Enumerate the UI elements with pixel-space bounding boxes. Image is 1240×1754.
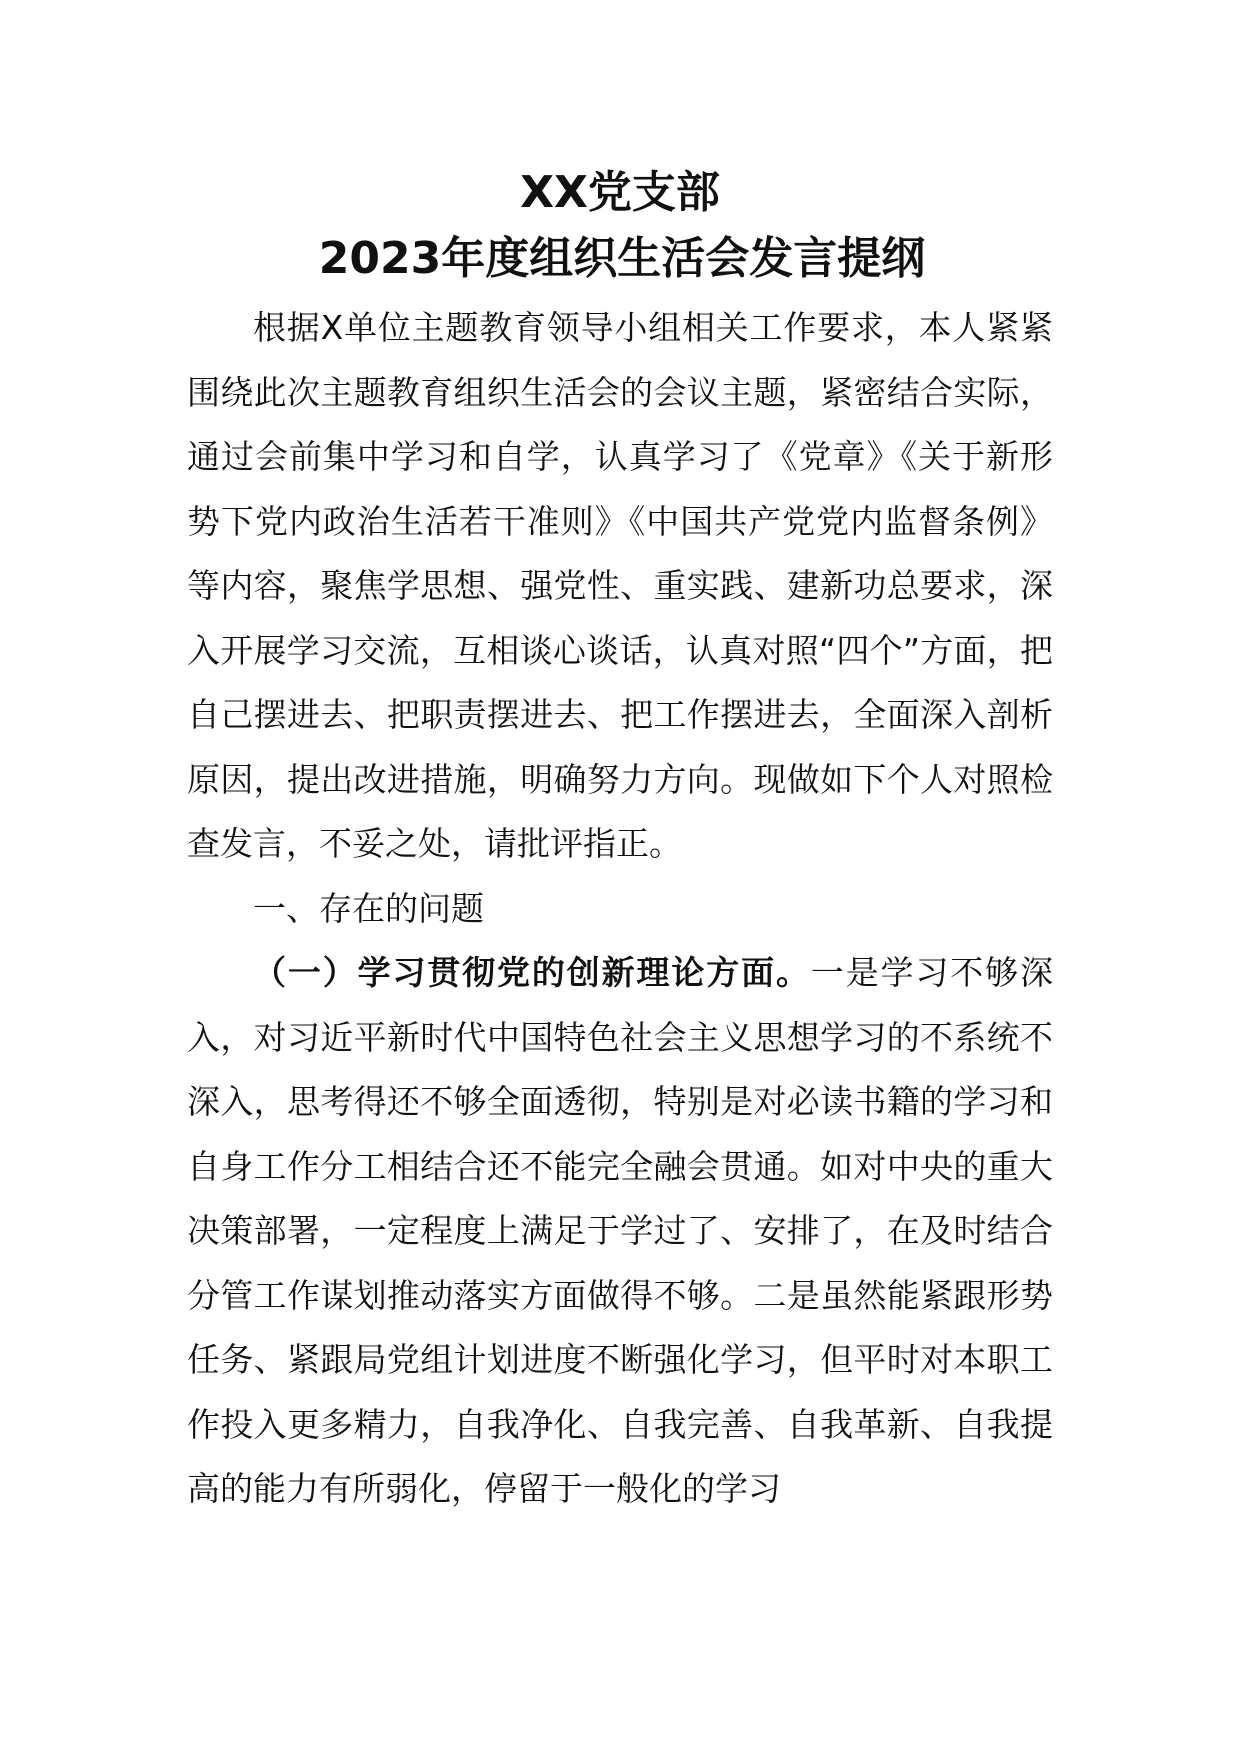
document-body <box>187 296 1053 1522</box>
title-line-2: 2023年度组织生活会发言提纲 <box>318 233 926 284</box>
subsection-text: 一是学习不够深入，对习近平新时代中国特色社会主义思想学习的不系统不深入，思考得还不够全面透彻，特别是对必读书籍的学习和自身工作分工相结合还不能完全融会贯通。如对中央的重大决策部署，一定程度上满足于学过了、安排了，在及时结合分管工作谋划推动落实方面做得不够。二是虽然能紧跟形势任务、紧跟局党组计划进度不断强化学习，但平时对本职工作投入更多精力，自我净化、自我完善、自我革新、自我提高的能力有所弱化，停留于一般化的学习 <box>187 953 1054 1508</box>
subsection-paragraph-1 <box>187 941 1053 1522</box>
subsection-lead: （一）学习贯彻党的创新理论方面。 <box>253 953 811 992</box>
intro-paragraph: 根据X单位主题教育领导小组相关工作要求，本人紧紧围绕此次主题教育组织生活会的会议主题，紧密结合实际，通过会前集中学习和自学，认真学习了《党章》《关于新形势下党内政治生活若干准则》《中国共产党党内监督条例》等内容，聚焦学思想、强党性、重实践、建新功总要求，深入开展学习交流，互相谈心谈话，认真对照“四个”方面，把自己摆进去、把职责摆进去、把工作摆进去，全面深入剖析原因，提出改进措施，明确努力方向。现做如下个人对照检查发言，不妥之处，请批评指正。 <box>187 308 1053 863</box>
section-heading-problems: 一、存在的问题 <box>253 888 484 928</box>
document-title <box>0 160 1240 292</box>
title-line-1: XX党支部 <box>520 167 720 218</box>
